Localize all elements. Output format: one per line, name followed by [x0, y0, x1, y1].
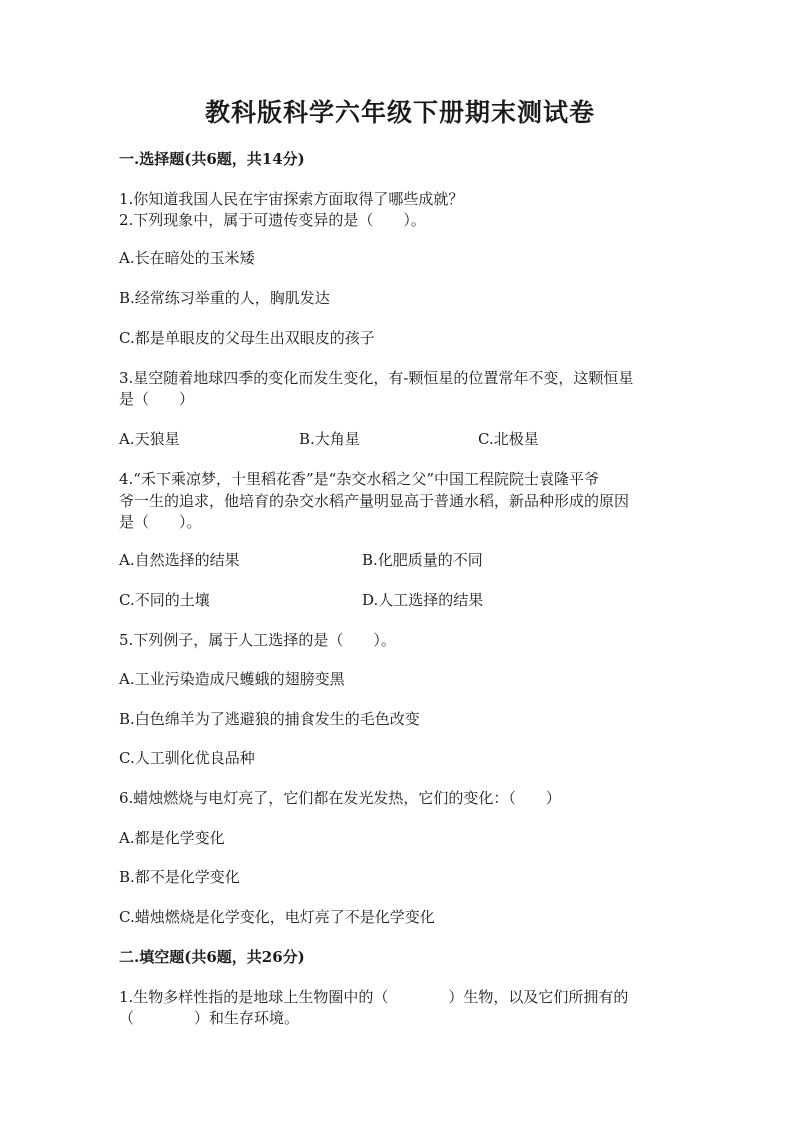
question-4-stem-line2: 爷一生的追求，他培育的杂交水稻产量明显高于普通水稻，新品种形成的原因: [119, 492, 630, 510]
question-2-option-a: A.长在暗处的玉米矮: [119, 249, 255, 267]
question-5-option-a: A.工业污染造成尺蠖蛾的翅膀变黑: [119, 670, 345, 688]
question-3-stem-line1: 3.星空随着地球四季的变化而发生变化，有-颗恒星的位置常年不变，这颗恒星: [119, 369, 634, 387]
question-6-option-a: A.都是化学变化: [119, 829, 225, 847]
question-4-option-a: A.自然选择的结果: [119, 551, 240, 569]
question-2-option-c: C.都是单眼皮的父母生出双眼皮的孩子: [119, 329, 375, 347]
question-5-stem: 5.下列例子，属于人工选择的是（ ）。: [119, 631, 396, 649]
question-3-option-c: C.北极星: [478, 430, 539, 448]
section-heading-fill-in: 二.填空题(共6题，共26分): [119, 948, 305, 966]
question-1: 1.你知道我国人民在宇宙探索方面取得了哪些成就？: [119, 190, 464, 208]
question-4-stem-line3: 是（ ）。: [119, 513, 202, 531]
question-3-stem-line2: 是（ ）: [119, 390, 195, 408]
question-2-option-b: B.经常练习举重的人，胸肌发达: [119, 289, 330, 307]
question-6-stem: 6.蜡烛燃烧与电灯亮了，它们都在发光发热，它们的变化：（ ）: [119, 789, 561, 807]
question-4-option-c: C.不同的土壤: [119, 591, 210, 609]
question-2-stem: 2.下列现象中，属于可遗传变异的是（ ）。: [119, 211, 426, 229]
question-4-option-d: D.人工选择的结果: [362, 591, 484, 609]
question-4-stem-line1: 4.“禾下乘凉梦，十里稻花香”是“杂交水稻之父”中国工程院院士袁隆平爷: [119, 470, 599, 488]
question-6-option-c: C.蜡烛燃烧是化学变化，电灯亮了不是化学变化: [119, 908, 435, 926]
question-3-option-a: A.天狼星: [119, 430, 180, 448]
question-5-option-b: B.白色绵羊为了逃避狼的捕食发生的毛色改变: [119, 710, 420, 728]
fill-question-1-line1: 1.生物多样性指的是地球上生物圈中的（ ）生物，以及它们所拥有的: [119, 988, 629, 1006]
question-4-option-b: B.化肥质量的不同: [362, 551, 483, 569]
question-3-option-b: B.大角星: [299, 430, 360, 448]
fill-question-1-line2: （ ）和生存环境。: [119, 1009, 300, 1027]
page-title: 教科版科学六年级下册期末测试卷: [204, 98, 595, 127]
section-heading-choice: 一.选择题(共6题，共14分): [119, 150, 305, 168]
question-5-option-c: C.人工驯化优良品种: [119, 749, 255, 767]
question-6-option-b: B.都不是化学变化: [119, 868, 240, 886]
